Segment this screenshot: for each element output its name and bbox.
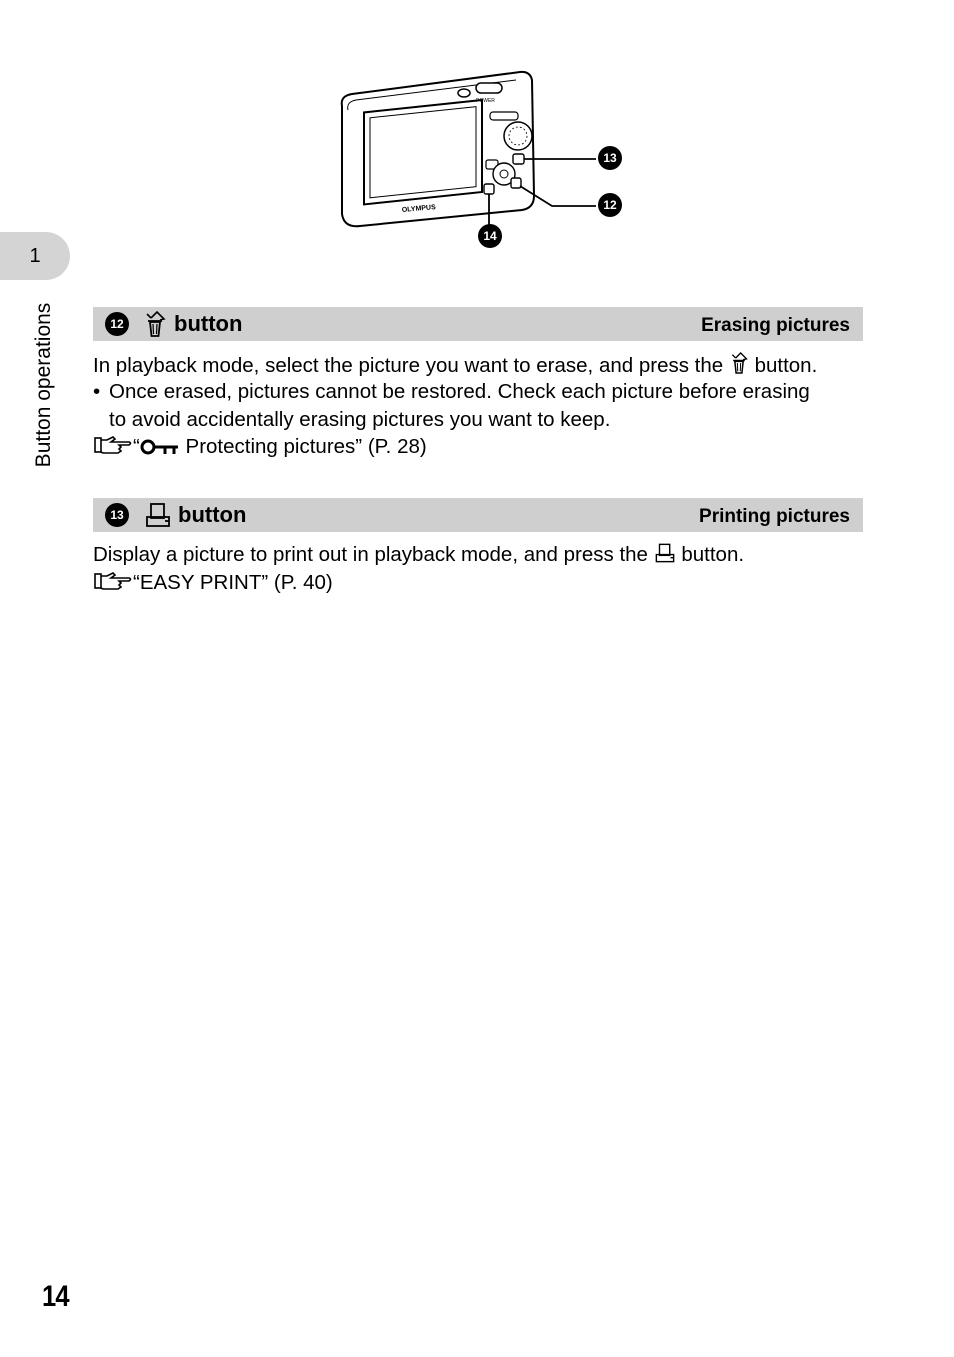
section-subtitle: Erasing pictures bbox=[701, 315, 850, 336]
text: button. bbox=[754, 354, 818, 377]
section-header-print bbox=[93, 498, 863, 532]
section-number: 13 bbox=[105, 503, 129, 527]
section-subtitle: Printing pictures bbox=[699, 506, 850, 527]
text: “EASY PRINT” (P. 40) bbox=[133, 571, 333, 594]
page-number: 14 bbox=[42, 1280, 69, 1313]
section-number: 12 bbox=[105, 312, 129, 336]
print-icon bbox=[145, 501, 171, 534]
print-icon bbox=[654, 542, 676, 571]
erase-icon bbox=[143, 310, 167, 343]
print-reference bbox=[93, 569, 333, 599]
key-protect-icon bbox=[140, 436, 180, 463]
section-label: button bbox=[178, 502, 247, 527]
text: “ bbox=[133, 435, 140, 458]
chapter-tab bbox=[0, 232, 70, 280]
print-line-1 bbox=[93, 541, 744, 571]
chapter-title: Button operations bbox=[32, 302, 55, 468]
reference-hand-icon bbox=[93, 570, 133, 599]
section-label: button bbox=[174, 311, 243, 336]
text: In playback mode, select the picture you want to erase, and press the bbox=[93, 354, 724, 377]
text: button. bbox=[681, 543, 745, 566]
text: Display a picture to print out in playback mode, and press the bbox=[93, 543, 648, 566]
camera-figure bbox=[330, 66, 630, 256]
text: Once erased, pictures cannot be restored. Check each picture before erasing bbox=[109, 380, 810, 403]
bullet: • bbox=[93, 380, 101, 403]
power-label: POWER bbox=[476, 98, 495, 104]
section-header-erase bbox=[93, 307, 863, 341]
callout-12: 12 bbox=[598, 193, 622, 217]
callout-13: 13 bbox=[598, 146, 622, 170]
reference-hand-icon bbox=[93, 434, 133, 463]
text: Protecting pictures” (P. 28) bbox=[185, 435, 427, 458]
erase-line-2 bbox=[93, 378, 810, 405]
brand-label: OLYMPUS bbox=[401, 204, 437, 214]
callout-14: 14 bbox=[478, 224, 502, 248]
erase-line-3: to avoid accidentally erasing pictures you want to keep. bbox=[109, 408, 611, 431]
chapter-number: 1 bbox=[29, 244, 41, 267]
erase-reference bbox=[93, 433, 427, 463]
